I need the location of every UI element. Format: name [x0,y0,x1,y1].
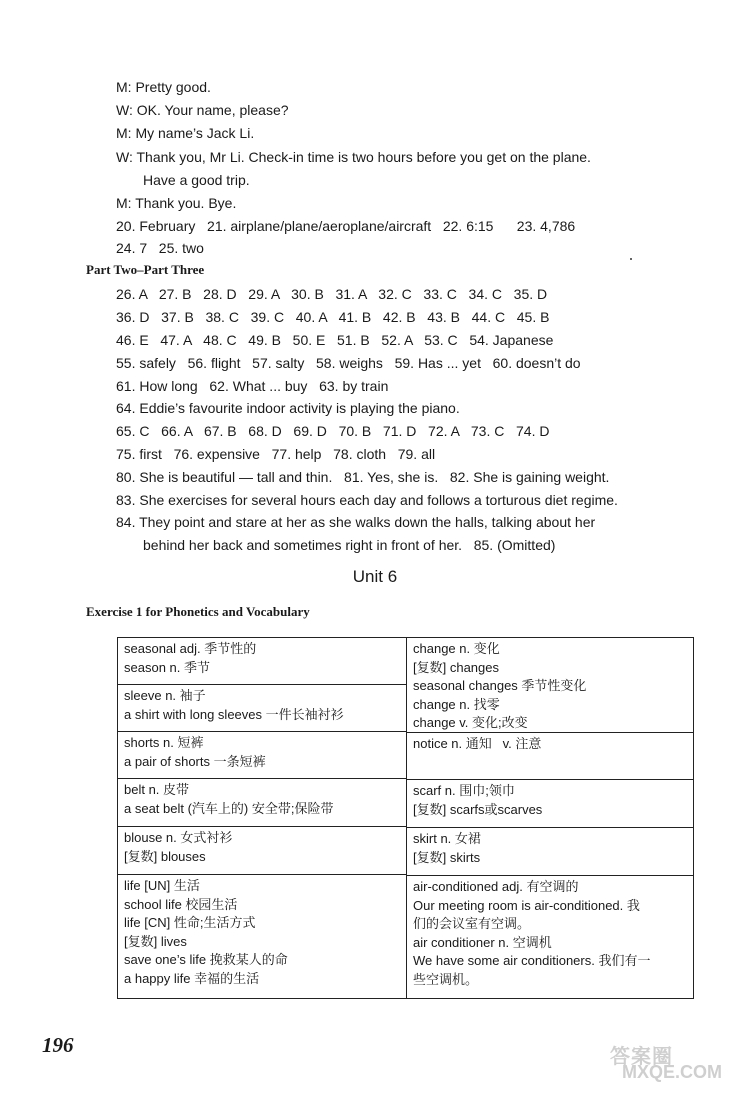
section-heading: Part Two–Part Three [86,262,205,277]
watermark-logo: 答案圈 [610,1046,673,1068]
vocab-cell [407,733,693,780]
vocab-entry: 们的会议室有空调。 [413,916,531,931]
vocab-entry: air conditioner n. 空调机 [413,934,552,950]
vocab-cell [407,828,693,876]
vocab-entry: shorts n. 短裤 [124,735,204,750]
text-line: 61. How long 62. What ... buy 63. by train [116,378,389,394]
vocab-table [117,637,694,999]
vocab-cell [118,779,406,827]
text-line: 20. February 21. airplane/plane/aeroplane/aircraft 22. 6:15 23. 4,786 [116,218,576,234]
vocab-entry: life [CN] 性命;生活方式 [124,915,256,930]
text-line: 36. D 37. B 38. C 39. C 40. A 41. B 42. B 43. B 44. C 45. B [116,309,550,325]
text-line: M: Thank you. Bye. [116,195,237,211]
text-line: 24. 7 25. two [116,240,204,256]
vocab-entry: season n. 季节 [124,659,210,675]
vocab-entry: a seat belt (汽车上的) 安全带;保险带 [124,800,334,816]
vocab-entry: a happy life 幸福的生活 [124,970,260,986]
exercise-heading: Exercise 1 for Phonetics and Vocabulary [86,604,310,619]
vocab-entry: change n. 变化 [413,641,500,656]
vocab-entry: blouse n. 女式衬衫 [124,830,233,845]
text-line: 26. A 27. B 28. D 29. A 30. B 31. A 32. C 33. C 34. C 35. D [116,286,548,302]
text-line: 83. She exercises for several hours each day and follows a torturous diet regime. [116,492,618,508]
vocab-entry: save one’s life 挽救某人的命 [124,952,288,967]
page-number: 196 [42,1033,74,1057]
vocab-cell [407,876,693,997]
vocab-entry: scarf n. 围巾;领巾 [413,783,515,798]
text-line: Have a good trip. [143,172,250,188]
text-line: 64. Eddie’s favourite indoor activity is playing the piano. [116,400,460,416]
vocab-cell [118,732,406,779]
vocab-entry: change v. 变化;改变 [413,715,528,730]
vocab-entry: air-conditioned adj. 有空调的 [413,879,579,894]
text-line: 55. safely 56. flight 57. salty 58. weighs 59. Has ... yet 60. doesn’t do [116,355,581,371]
vocab-entry: We have some air conditioners. 我们有一 [413,953,651,968]
vocab-entry: sleeve n. 袖子 [124,688,206,703]
stray-dot [630,258,632,260]
vocab-cell [407,638,693,733]
vocab-entry: notice n. 通知 v. 注意 [413,736,542,751]
vocab-entry: seasonal adj. 季节性的 [124,641,257,656]
vocab-entry: skirt n. 女裙 [413,831,481,846]
vocab-entry: [复数] lives [124,933,187,949]
vocab-entry: [复数] scarfs或scarves [413,801,543,817]
vocab-entry: a pair of shorts 一条短裤 [124,753,266,769]
vocab-entry: [复数] blouses [124,848,206,864]
text-line: 46. E 47. A 48. C 49. B 50. E 51. B 52. A 53. C 54. Japanese [116,332,554,348]
text-line: 75. first 76. expensive 77. help 78. cloth 79. all [116,446,436,462]
unit-title: Unit 6 [352,567,398,586]
vocab-cell [118,638,406,685]
text-line: behind her back and sometimes right in front of her. 85. (Omitted) [143,537,556,553]
vocab-entry: seasonal changes 季节性变化 [413,678,587,693]
text-line: 65. C 66. A 67. B 68. D 69. D 70. B 71. D 72. A 73. C 74. D [116,423,550,439]
vocab-entry: school life 校园生活 [124,896,238,912]
vocab-entry: belt n. 皮带 [124,782,190,797]
text-line: M: Pretty good. [116,79,211,95]
vocab-cell [118,685,406,732]
vocab-cell [118,875,406,997]
watermark-url: MXQE.COM [622,1062,723,1082]
vocab-entry: Our meeting room is air-conditioned. 我 [413,897,640,913]
vocab-entry: life [UN] 生活 [124,878,200,893]
text-line: W: OK. Your name, please? [116,102,289,118]
text-line: 80. She is beautiful — tall and thin. 81. Yes, she is. 82. She is gaining weight. [116,469,610,485]
vocab-entry: [复数] skirts [413,849,481,865]
vocab-cell [118,827,406,875]
text-line: W: Thank you, Mr Li. Check-in time is two hours before you get on the plane. [116,149,591,165]
vocab-entry: [复数] changes [413,659,499,675]
vocab-entry: a shirt with long sleeves 一件长袖衬衫 [124,706,344,722]
vocab-cell [407,780,693,828]
text-line: 84. They point and stare at her as she walks down the halls, talking about her [116,514,596,530]
vocab-entry: 些空调机。 [413,971,479,987]
vocab-entry: change n. 找零 [413,696,500,712]
text-line: M: My name’s Jack Li. [116,125,255,141]
